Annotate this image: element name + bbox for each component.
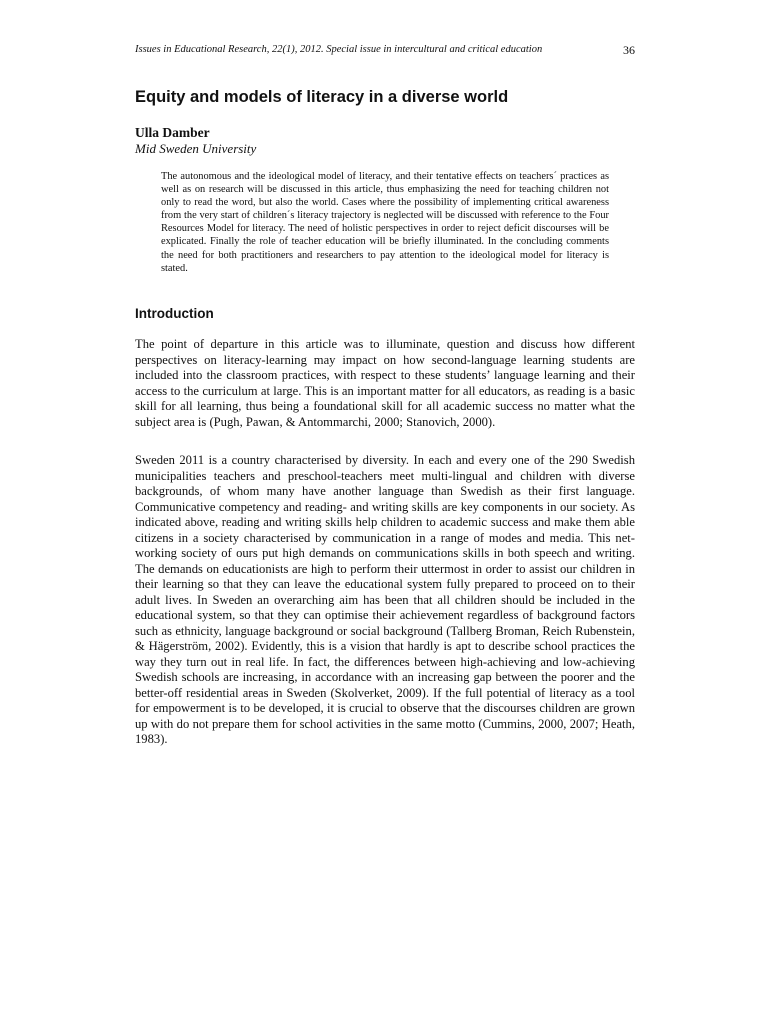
journal-citation: Issues in Educational Research, 22(1), 2012. Special issue in intercultural and critical education [135,44,543,55]
running-header [135,43,635,57]
page-number: 36 [623,43,635,57]
body-paragraph: Sweden 2011 is a country characterised by diversity. In each and every one of the 290 Swedish municipalities teachers and preschool-teachers meet multi-lingual and children with diverse backgrounds, of whom many have another language than Swedish as their first language. Communicative competency and reading- and writing skills are key components in our society. As indicated above, reading and writing skills help children to academic success and make them able citizens in a society characterised by communication in a range of modes and media. This net-working society of ours put high demands on communications skills in both speech and writing. The demands on educationists are high to perform their uttermost in order to assist our children in their learning so that they can leave the educational system fully prepared to proceed on to their adult lives. In Sweden an overarching aim has been that all children should be included in the educational system, so that they can optimise their achievement regardless of background factors such as ethnicity, language background or social background (Tallberg Broman, Reich Rubenstein, & Hägerström, 2002). Evidently, this is a vision that hardly is apt to describe school practices the way they turn out in real life. In fact, the differences between high-achieving and low-achieving Swedish schools are increasing, in accordance with an increasing gap between the poorer and the better-off residential areas in Sweden (Skolverket, 2009). If the full potential of literacy as a tool for empowerment is to be developed, it is crucial to observe that the discourses children are grown up with do not prepare them for school activities in the same motto (Cummins, 2000, 2007; Heath, 1983). [135,453,635,746]
author-name: Ulla Damber [135,125,210,140]
section-heading-introduction: Introduction [135,306,214,321]
author-affiliation: Mid Sweden University [135,141,257,156]
abstract: The autonomous and the ideological model of literacy, and their tentative effects on teachers´ practices as well as on research will be discussed in this article, thus emphasizing the need for teaching children not only to read the word, but also the world. Cases where the possibility of implementing critical awareness from the very start of children´s literacy trajectory is neglected will be discussed with reference to the Four Resources Model for literacy. The need of holistic perspectives in order to reject deficit discourses will be explicated. Finally the role of teacher education will be briefly illuminated. In the concluding comments the need for both practitioners and researchers to pay attention to the ideological model for literacy is stated. [161,171,609,274]
body-paragraph: The point of departure in this article was to illuminate, question and discuss how different perspectives on literacy-learning may impact on how second-language learning students are included into the classroom practices, with respect to these students’ language learning and their access to the curriculum at large. This is an important matter for all educators, as reading is a basic skill for all learning, thus being a foundational skill for all academic success no matter what the subject area is (Pugh, Pawan, & Antommarchi, 2000; Stanovich, 2000). [135,337,635,429]
article-title: Equity and models of literacy in a diverse world [135,88,509,106]
